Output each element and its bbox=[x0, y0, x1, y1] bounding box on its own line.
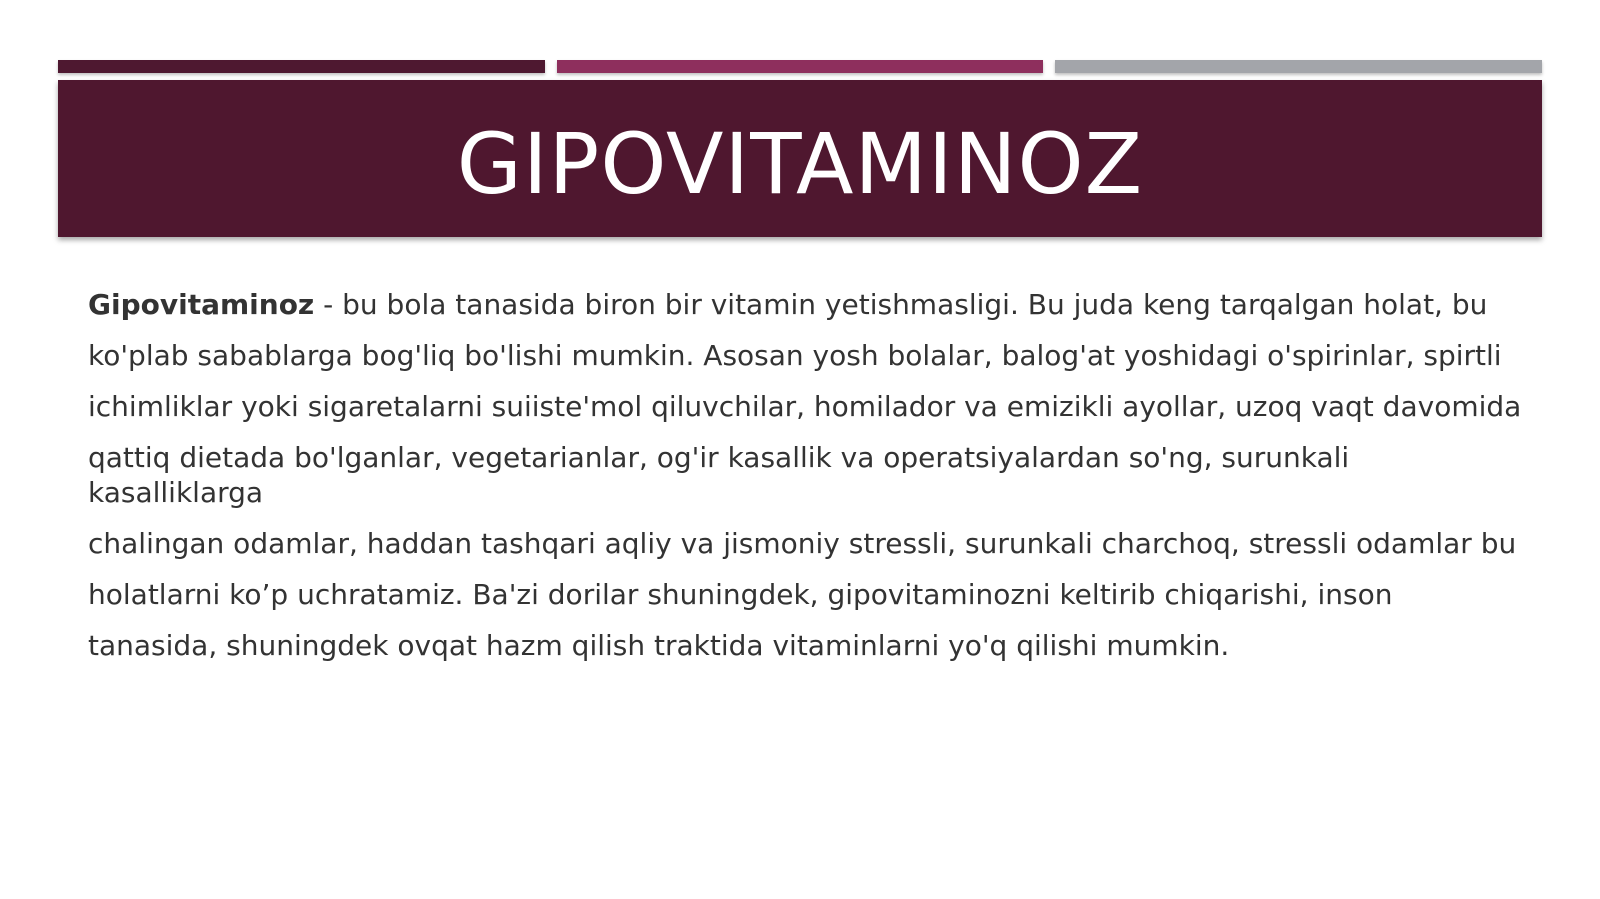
paragraph-text: qattiq dietada bo'lganlar, vegetarianlar, og'ir kasallik va operatsiyalardan so'ng, surunkali kasalliklarga bbox=[88, 441, 1350, 509]
paragraph-text: ko'plab sabablarga bog'liq bo'lishi mumkin. Asosan yosh bolalar, balog'at yoshidagi o'spirinlar, spirtli bbox=[88, 339, 1502, 372]
paragraph-5 bbox=[88, 526, 1528, 561]
paragraph-1 bbox=[88, 287, 1528, 322]
paragraph-text: - bu bola tanasida biron bir vitamin yetishmasligi. Bu juda keng tarqalgan holat, bu bbox=[314, 288, 1488, 321]
title-band bbox=[58, 80, 1542, 237]
paragraph-lead: Gipovitaminoz bbox=[88, 288, 315, 321]
paragraph-4 bbox=[88, 440, 1528, 510]
accent-bar-magenta bbox=[557, 60, 1043, 73]
slide-title: GIPOVITAMINOZ bbox=[456, 114, 1144, 213]
paragraph-text: holatlarni ko’p uchratamiz. Ba'zi dorilar shuningdek, gipovitaminozni keltirib chiqarishi, inson bbox=[88, 578, 1393, 611]
accent-bar-dark bbox=[58, 60, 545, 73]
paragraph-6 bbox=[88, 577, 1528, 612]
paragraph-text: chalingan odamlar, haddan tashqari aqliy va jismoniy stressli, surunkali charchoq, stressli odamlar bu bbox=[88, 527, 1517, 560]
paragraph-text: tanasida, shuningdek ovqat hazm qilish traktida vitaminlarni yo'q qilishi mumkin. bbox=[88, 629, 1230, 662]
body-text bbox=[88, 287, 1528, 679]
paragraph-2 bbox=[88, 338, 1528, 373]
paragraph-7 bbox=[88, 628, 1528, 663]
paragraph-text: ichimliklar yoki sigaretalarni suiiste'mol qiluvchilar, homilador va emizikli ayollar, uzoq vaqt davomida bbox=[88, 390, 1522, 423]
paragraph-3 bbox=[88, 389, 1528, 424]
accent-bar-gray bbox=[1055, 60, 1542, 73]
